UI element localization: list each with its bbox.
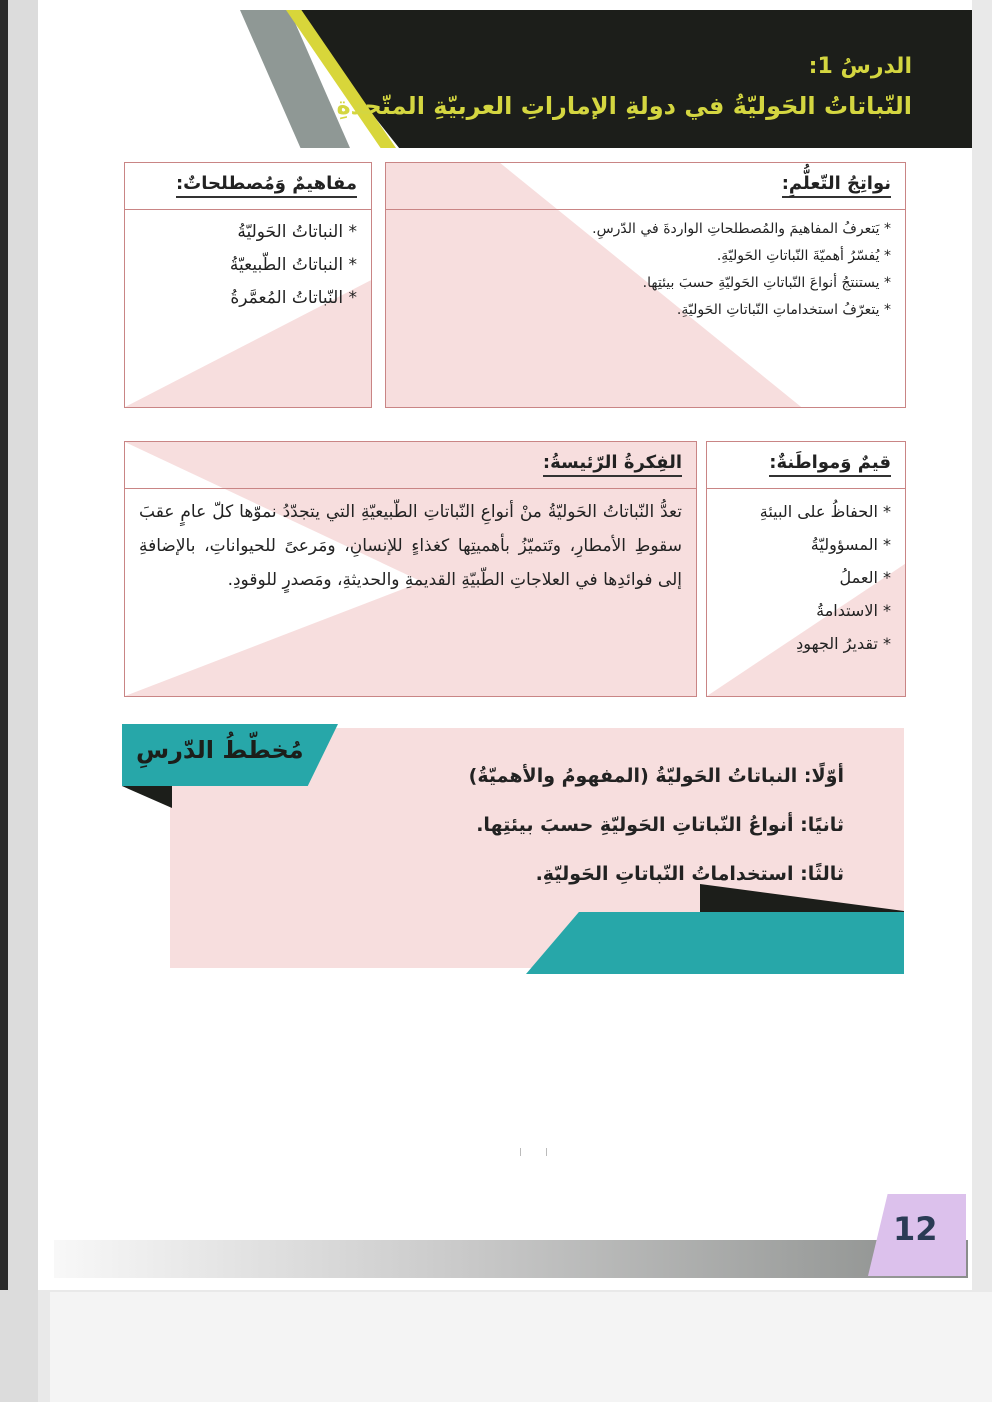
list-item: * يُفسّرُ أهميّةَ النّباتاتِ الحَوليّةِ. bbox=[400, 243, 891, 270]
concepts-title: مفاهيمٌ وَمُصطلحاتٌ: bbox=[125, 163, 371, 203]
list-item: * يستنتجُ أنواعَ النّباتاتِ الحَوليّةِ حسبَ بيئتِها. bbox=[400, 270, 891, 297]
learning-outcomes-box bbox=[385, 162, 906, 408]
concepts-list bbox=[125, 210, 371, 321]
list-item: * النباتاتُ الطّبيعيّةُ bbox=[139, 249, 357, 282]
scan-mark bbox=[520, 1148, 521, 1156]
list-item: * المسؤوليّةُ bbox=[721, 528, 891, 561]
footer-bar bbox=[54, 1240, 968, 1278]
header-band bbox=[290, 10, 972, 148]
lesson-plan-list bbox=[469, 752, 844, 899]
list-item: * يتعرّفُ استخداماتِ النّباتاتِ الحَوليّةِ. bbox=[400, 297, 891, 324]
lesson-plan-title: مُخطّطُ الدّرسِ bbox=[136, 736, 304, 764]
list-item: * العملُ bbox=[721, 561, 891, 594]
page-number: 12 bbox=[893, 1210, 938, 1248]
main-idea-text: تعدُّ النّباتاتُ الحَوليّةُ منْ أنواعِ النّباتاتِ الطّبيعيّةِ التي يتجدّدُ نموّها كلّ عامٍ عقبَ سقوطِ الأمطارِ، وتَتميّزُ بأهميتِها كغذاءٍ للإنسانِ، ومَرعىً للحيواناتِ، بالإضافةِ إلى فوائدِها في العلاجاتِ الطّبيّةِ القديمةِ والحديثةِ، ومَصدرٍ للوقودِ. bbox=[139, 502, 682, 590]
lesson-plan-item: ثالثًا: استخداماتُ النّباتاتِ الحَوليّةِ. bbox=[535, 863, 844, 885]
lesson-plan-item: ثانيًا: أنواعُ النّباتاتِ الحَوليّةِ حسبَ بيئتِها. bbox=[476, 814, 844, 836]
plan-corner-teal bbox=[526, 912, 904, 974]
values-title: قيمٌ وَمواطَنةٌ: bbox=[707, 442, 905, 482]
concepts-box bbox=[124, 162, 372, 408]
lesson-number: الدرسُ 1: bbox=[808, 54, 912, 79]
list-item: * الحفاظُ على البيئةِ bbox=[721, 495, 891, 528]
main-idea-title: الفِكرةُ الرّئيسةُ: bbox=[125, 442, 696, 482]
list-item: * النباتاتُ الحَوليّةُ bbox=[139, 216, 357, 249]
scan-mark bbox=[546, 1148, 547, 1156]
list-item: * تقديرُ الجهودِ bbox=[721, 627, 891, 660]
list-item: * يَتعرفُ المفاهيمَ والمُصطلحاتِ الواردةَ في الدّرسِ. bbox=[400, 216, 891, 243]
main-idea-box bbox=[124, 441, 697, 697]
learning-outcomes-title: نواتِجُ التّعلُّمِ: bbox=[386, 163, 905, 203]
lesson-title: النّباتاتُ الحَوليّةُ في دولةِ الإماراتِ العربيّةِ المتّحدةِ bbox=[336, 92, 912, 120]
values-list bbox=[707, 489, 905, 666]
values-box bbox=[706, 441, 906, 697]
list-item: * الاستدامةُ bbox=[721, 594, 891, 627]
page-binding-shadow bbox=[0, 0, 8, 1290]
list-item: * النّباتاتُ المُعمَّرةُ bbox=[139, 282, 357, 315]
learning-outcomes-list bbox=[386, 210, 905, 330]
page-lower-strip bbox=[50, 1292, 992, 1402]
lesson-plan-item: أوّلًا: النباتاتُ الحَوليّةُ (المفهومُ والأهميّةُ) bbox=[468, 765, 844, 787]
